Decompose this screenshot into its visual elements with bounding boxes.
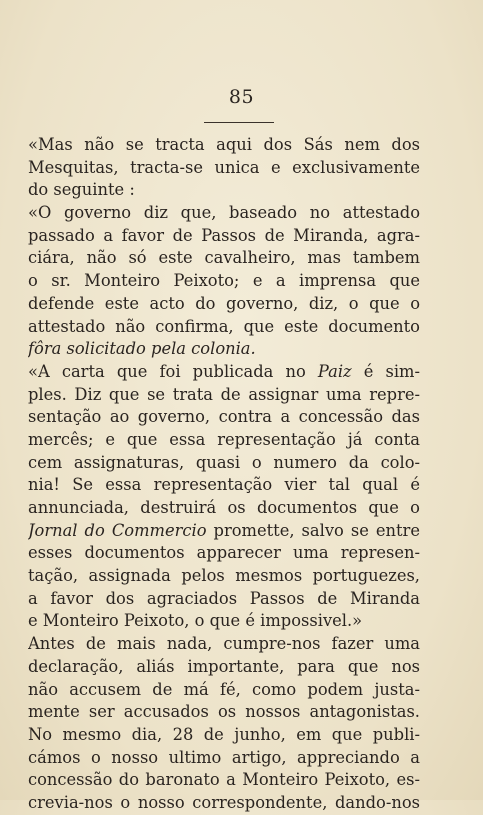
text-fragment: promette, salvo se entre [206, 520, 420, 540]
text-line: attestado não confirma, que este documento [28, 316, 420, 336]
text-line: o sr. Monteiro Peixoto; e a imprensa que [28, 271, 420, 291]
text-line: concessão do baronato a Monteiro Peixoto, es- [28, 770, 420, 790]
text-line: cámos o nosso ultimo artigo, appreciando a [28, 747, 420, 767]
italic-text-line: fôra solicitado pela colonia. [28, 339, 256, 359]
text-line: crevia-nos o nosso correspondente, dando-nos [28, 792, 420, 812]
page-number: 85 [228, 86, 255, 108]
italic-newspaper-name: Jornal do Commercio [28, 520, 207, 540]
text-line: passado a favor de Passos de Miranda, agra- [28, 225, 420, 245]
italic-newspaper-name: Paiz [317, 361, 352, 381]
text-line: sentação ao governo, contra a concessão das [28, 407, 420, 427]
text-line: nia! Se essa representação vier tal qual é [28, 475, 420, 495]
text-line: cem assignaturas, quasi o numero da colo- [28, 452, 420, 472]
text-line: do seguinte : [28, 180, 135, 200]
text-line: «Mas não se tracta aqui dos Sás nem dos [28, 135, 420, 154]
text-line: Antes de mais nada, cumpre-nos fazer uma [28, 634, 420, 654]
text-line: mercês; e que essa representação já conta [28, 429, 420, 449]
text-line: declaração, aliás importante, para que nos [28, 656, 420, 676]
text-line: ciára, não só este cavalheiro, mas tambem [28, 248, 420, 268]
text-line: defende este acto do governo, diz, o que o [28, 293, 420, 313]
header-rule [204, 122, 274, 123]
text-line: ples. Diz que se trata de assignar uma repre- [28, 384, 420, 404]
text-line: esses documentos apparecer uma represen- [28, 543, 420, 563]
text-fragment: «A carta que foi publicada no [28, 361, 318, 381]
text-line: mente ser accusados os nossos antagonistas. [28, 702, 420, 722]
text-line: e Monteiro Peixoto, o que é impossivel.» [28, 611, 363, 631]
body-text [28, 134, 420, 815]
text-line: annunciada, destruirá os documentos que o [28, 498, 420, 517]
text-line: não accusem de má fé, como podem justa- [28, 679, 420, 699]
text-line: «O governo diz que, baseado no attestado [28, 203, 420, 223]
text-line: No mesmo dia, 28 de junho, em que publi- [28, 724, 420, 744]
text-fragment: é sim- [351, 361, 420, 381]
text-line-with-italic [28, 361, 420, 384]
text-line: a favor dos agraciados Passos de Miranda [28, 588, 420, 608]
text-line: tação, assignada pelos mesmos portuguezes, [28, 566, 420, 586]
text-line-with-italic [28, 520, 420, 543]
text-line: Mesquitas, tracta-se unica e exclusivamente [28, 157, 420, 177]
